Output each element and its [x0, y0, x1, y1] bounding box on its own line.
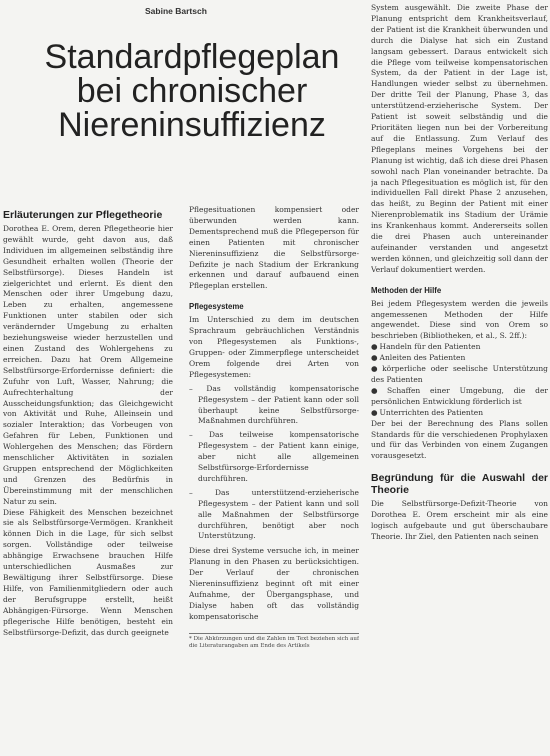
- paragraph: Diese drei Systeme versuche ich, in meiner Planung in den Phasen zu berücksichtigen. Der Verlauf der chronischen Niereninsuffizienz beginnt oft mit einer Aufnahme, der Übergangsphase, und Dialyse haben oft das vollständig kompensatorische: [189, 546, 359, 621]
- section-heading-pflegesysteme: Pflegesysteme: [189, 302, 244, 312]
- paragraph: Der bei der Berechnung des Plans sollen Standards für die verschiedenen Prophylaxen und für das Verbinden von einem Zugangen vorausgesetzt.: [371, 418, 548, 461]
- list-item: [371, 353, 548, 364]
- list-item: [371, 408, 548, 419]
- title-line-1: Standardpflegeplan: [44, 38, 340, 76]
- paragraph: Die Selbstfürsorge-Defizit-Theorie von Dorothea E. Orem erscheint mir als eine logisch aufgebaute und gut überschaubare Theorie. Ihr Ziel, den Patienten nach seinen: [371, 499, 548, 541]
- bullet-icon: ●: [371, 407, 378, 417]
- footnote: * Die Abkürzungen und die Zahlen im Text beziehen sich auf die Literaturangaben am Ende des Artikels: [189, 633, 359, 650]
- bullet-icon: ●: [371, 385, 385, 395]
- list-item-text: Schaffen einer Umgebung, die der persönlichen Entwicklung förderlich ist: [371, 385, 548, 406]
- paragraph: System ausgewählt. Die zweite Phase der Planung entspricht dem Krankheitsverlauf, der Patient ist die Krankheit überwunden und durch die Dialyse hat sich ein Zustand langsam gebessert. Daraus entwickelt sich die Pflege vom teilweise kompensatorischen System, da der Patient in der Lage ist, Handlungen wieder selbst zu übernehmen. Der dritte Teil der Planung, Phase 3, das unterstützend-erzieherische System. Der Patient ist soweit selbständig und die Prioritäten liegen nun bei der Vorbereitung auf die Entlassung. Zum Verlauf des Pflegeplans meines Vorgehens bei der Planung ist wichtig, daß ich diese drei Phasen sowohl nach Plan voneinander betrachte. Da ja nach Pflegesituation es möglich ist, für den individuellen Fall direkt Phase 2 anzusehen, das heißt, zu Beginn der Patient mit einer Nierenproblematik ins Stadium der Urämie ins Krankenhaus kommt. Andererseits sollen die drei Phasen auch untereinander aufeinander verstanden und angesetzt werden können, und gleichzeitig soll dann der Verlauf dokumentiert werden.: [371, 3, 548, 274]
- paragraph: Dorothea E. Orem, deren Pflegetheorie hier gewählt wurde, geht davon aus, daß Individuen im allgemeinen selbständig ihre Gesundheit erhalten wollen (Theorie der Selbstfürsorge). Dieses Handeln ist zielgerichtet und erlernt. Es dient den Menschen oder ihrer Umgebung dazu, Leben zu erhalten, angemessene Funktionen unter stabilen oder sich verändernder Umgebung zu erhalten beziehungsweise wieder herzustellen und einen Zustand des Wohlergehens zu erreichen. Dazu hat Orem Allgemeine Selbstfürsorge-Erfordernisse definiert: die Zufuhr von Luft, Wasser, Nahrung; die Aufrechterhaltung der Ausscheidungsfunktion; das Gleichgewicht von Aktivität und Ruhe, Alleinsein und sozialer Interaktion; das Vorbeugen von Gefahren für Leben, Funktionen und Wohlergehen des Menschen; das Fördern menschlicher Aktivitäten in sozialen Gruppen entsprechend der Möglichkeiten und Grenzen des Bedürfnis in Übereinstimmung mit der menschlichen Natur zu sein.: [3, 224, 173, 506]
- bullet-icon: ●: [371, 342, 378, 352]
- section-heading-methoden: Methoden der Hilfe: [371, 285, 442, 295]
- section-heading-pflegetheorie: Erläuterungen zur Pflegetheorie: [3, 209, 163, 221]
- author-name: Sabine Bartsch: [145, 6, 207, 16]
- column-3: [371, 3, 548, 753]
- column-2: [189, 205, 359, 753]
- list-item: – Das teilweise kompensatorische Pflegesystem – der Patient kann einige, aber nicht alle allgemeinen Selbstfürsorge-Erfordernisse durchführen.: [189, 430, 359, 483]
- bullet-icon: ●: [371, 353, 378, 363]
- article-title: [22, 40, 362, 142]
- paragraph: Pflegesituationen kompensiert oder überwunden werden kann. Dementsprechend muß die Pflegeperson für einen Patienten mit chronischer Niereninsuffizienz die Selbstfürsorge-Defizite je nach Stadium der Erkrankung erkennen und darauf aufbauend einen Pflegeplan erstellen.: [189, 205, 359, 291]
- list-item: [371, 364, 548, 386]
- title-line-2: bei chronischer: [76, 72, 308, 110]
- list-item: [371, 342, 548, 353]
- paragraph: Diese Fähigkeit des Menschen bezeichnet sie als Selbstfürsorge-Vermögen. Krankheit können Dich in die Lage, für sich selbst sorgen. Vollständige oder teilweise abhängige Erwachsene brauchen Hilfe unterschiedlichen Ausmaßes zur Bewältigung ihrer Selbstfürsorge. Diese Hilfe, von Familienmitgliedern oder auch der Berufsgruppe erstellt, heißt Abhängigen-Fürsorge. Wenn Menschen pflegerische Hilfe benötigen, besteht ein Selbstfürsorge-Defizit, das durch geeignete: [3, 507, 173, 637]
- section-heading-begruendung: Begründung für die Auswahl der Theorie: [371, 472, 548, 497]
- list-item: – Das unterstützend-erzieherische Pflegesystem – der Patient kann und soll alle Maßnahmen der Selbstfürsorge durchführen, benötigt aber noch Unterstützung.: [189, 487, 359, 541]
- list-item: – Das vollständig kompensatorische Pflegesystem – der Patient kann oder soll überhaupt keine Selbstfürsorge-Maßnahmen durchführen.: [189, 383, 359, 426]
- list-item: [371, 386, 548, 408]
- paragraph: Bei jedem Pflegesystem werden die jeweils angemessenen Methoden der Hilfe angewendet. Diese sind von Orem so beschrieben (Bibliotheken, et al., S. 2ff.):: [371, 298, 548, 341]
- column-1: [3, 205, 173, 753]
- list-item-text: Unterrichten des Patienten: [379, 407, 484, 417]
- paragraph: Im Unterschied zu dem im deutschen Sprachraum gebräuchlichen Verständnis von Pflegesystemen als Funktions-, Gruppen- oder Zimmerpflege unterscheidet Orem folgende drei Arten von Pflegesystemen:: [189, 315, 359, 379]
- title-line-3: Niereninsuffizienz: [58, 106, 326, 144]
- bullet-icon: ●: [371, 364, 381, 374]
- list-item-text: Handeln für den Patienten: [379, 342, 481, 352]
- list-item-text: körperliche oder seelische Unterstützung des Patienten: [371, 364, 548, 384]
- list-item-text: Anleiten des Patienten: [379, 353, 466, 363]
